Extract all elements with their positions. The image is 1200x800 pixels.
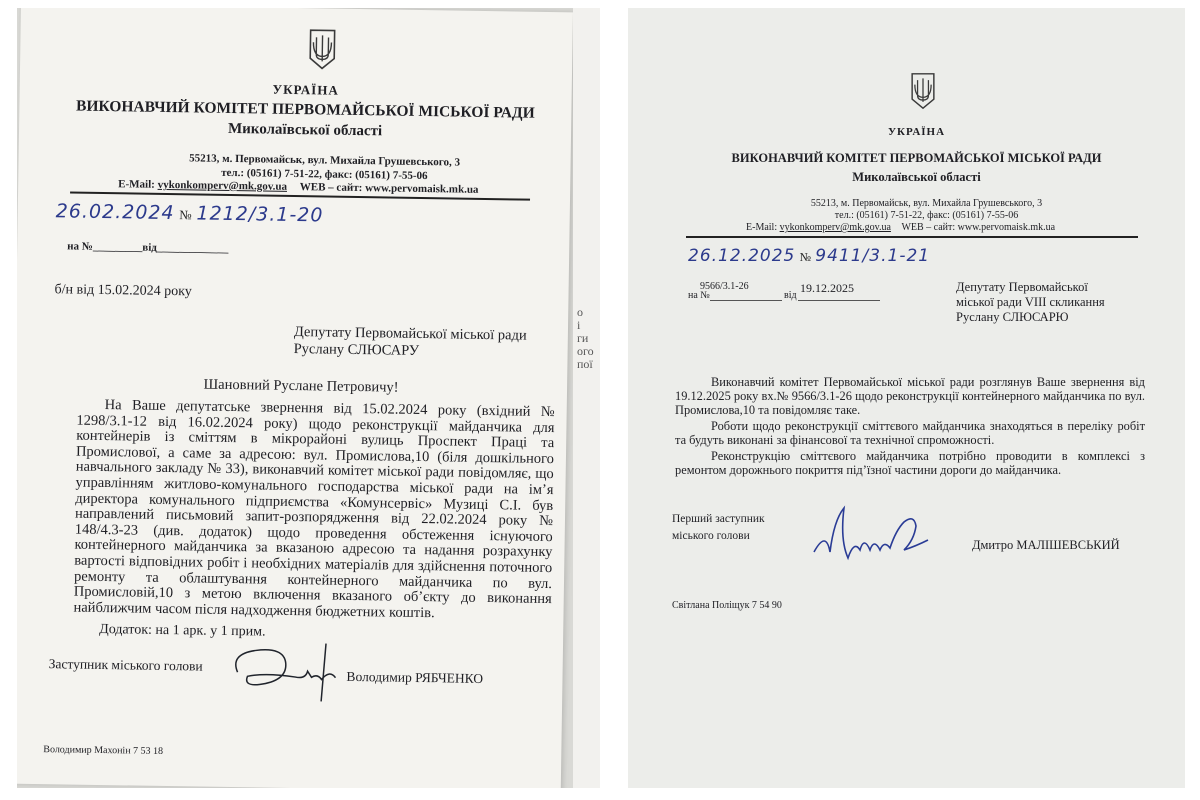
executor-contact: Світлана Поліщук 7 54 90 [672, 600, 782, 611]
trident-emblem-icon [307, 28, 338, 70]
right-letter-sheet [628, 8, 1185, 788]
signature-image [225, 632, 356, 704]
org-region: Миколаївської області [227, 120, 383, 140]
org-phones: тел.: (05161) 7-51-22, факс: (05161) 7-55-06 [221, 166, 428, 183]
country-heading: УКРАЇНА [887, 126, 946, 138]
org-address: 55213, м. Первомайськ, вул. Михайла Грушевського, 3 [810, 198, 1043, 209]
org-phones: тел.: (05161) 7-51-22, факс: (05161) 7-55-06 [834, 210, 1019, 221]
request-reference: б/н від 15.02.2024 року [54, 282, 192, 300]
outgoing-number: 1212/3.1-20 [196, 202, 324, 227]
left-letter-sheet [17, 8, 573, 788]
outgoing-number: 9411/3.1-21 [815, 246, 931, 266]
number-label: № [799, 250, 812, 264]
reply-to-number-line [710, 300, 782, 301]
email-link[interactable]: vykonkomperv@mk.gov.ua [779, 222, 891, 233]
letter-body: На Ваше депутатське звернення від 15.02.2024 року (вхідний № 1298/3.1-12 від 16.02.2024 року) щодо реконструкції майданчика для контейнерів із сміттям в мікрорайоні вулиць Проспект Праці та Промислової, а саме за адресою: вул. Промислова,10 (біля дошкільного навчального закладу № 33), виконавчий комітет міської ради повідомляє, що управлінням житлово-комунального господарства міської ради на ім’я директора комунального підприємства «Комунсервіс» Музиці С.І. був направлений письмовий запит-розпорядження від 22.02.2024 року № 148/4.3-23 (див. додаток) щодо проведення обстеження існуючого контейнерного майданчика за вказаною адресою та надання розрахунку вартості відповідних робіт і необхідних матеріалів для здійснення поточного ремонту та облаштування контейнерного майданчика по вул. Промисловій,10 з метою включення вказаного об’єкту до виконання найближчим часом після надходження бюджетних коштів. [73, 397, 555, 621]
letter-body-paragraph: Роботи щодо реконструкції сміттєвого майданчика знаходяться в переліку робіт та будуть виконані за фінансової та технічної спроможності. [675, 419, 1145, 448]
trident-emblem-icon [909, 72, 937, 110]
salutation: Шановний Руслане Петровичу! [203, 376, 399, 396]
reply-to-line: на №_________від_____________ [67, 240, 229, 255]
signer-title: Перший заступник [672, 513, 765, 525]
left-letter-photo [17, 8, 600, 788]
signature-image [804, 500, 934, 572]
org-name: ВИКОНАВЧИЙ КОМІТЕТ ПЕРВОМАЙСЬКОЇ МІСЬКОЇ РАДИ [75, 97, 535, 122]
org-region: Миколаївської області [852, 170, 981, 184]
addressee-council: міської ради VIII скликання [956, 295, 1105, 309]
outgoing-date: 26.02.2024 [55, 200, 175, 225]
email-link[interactable]: vykonkomperv@mk.gov.ua [157, 178, 288, 193]
edge-fragment: і [577, 318, 581, 332]
attachment-note: Додаток: на 1 арк. у 1 прим. [99, 621, 266, 640]
addressee-title: Депутату Первомайської [956, 280, 1088, 294]
addressee-name: Руслану СЛЮСАРУ [293, 340, 420, 359]
edge-fragment: о [577, 305, 583, 319]
executor-contact: Володимир Махонін 7 53 18 [43, 744, 164, 757]
reply-to-from-label: від [784, 290, 797, 301]
adjacent-page-edge [573, 8, 600, 788]
addressee-title: Депутату Первомайської міської ради [293, 323, 527, 344]
edge-fragment: ого [577, 344, 594, 358]
reply-to-number: 9566/3.1-26 [700, 281, 749, 292]
website-link[interactable]: WEB – сайт: www.pervomaisk.mk.ua [901, 222, 1056, 233]
outgoing-ref [688, 246, 930, 266]
reply-to-no-label: на № [688, 290, 710, 301]
edge-fragment: пої [577, 357, 593, 371]
org-address: 55213, м. Первомайськ, вул. Михайла Грушевського, 3 [189, 152, 461, 169]
signer-name: Володимир РЯБЧЕНКО [346, 668, 484, 687]
header-rule [686, 236, 1138, 238]
reply-to-date-line [798, 300, 880, 301]
signer-title-line2: міського голови [672, 530, 750, 542]
email-label: E-Mail: [118, 178, 155, 191]
country-heading: УКРАЇНА [272, 81, 339, 98]
reply-to-date: 19.12.2025 [800, 281, 854, 295]
letter-body-paragraph: Виконавчий комітет Первомайської міської ради розглянув Ваше звернення від 19.12.2025 року вх.№ 9566/3.1-26 щодо реконструкції контейнерного майданчика по вул. Промислова,10 та повідомляє таке. [675, 375, 1145, 418]
signer-title: Заступник міського голови [48, 656, 203, 674]
right-letter-photo [628, 8, 1185, 788]
number-label: № [179, 207, 192, 223]
org-contacts [746, 222, 1055, 233]
outgoing-ref [56, 200, 324, 227]
website-link[interactable]: WEB – сайт: www.pervomaisk.mk.ua [299, 181, 479, 196]
signer-name: Дмитро МАЛІШЕВСЬКИЙ [972, 538, 1120, 552]
letter-body-paragraph: Реконструкцію сміттєвого майданчика потрібно проводити в комплексі з ремонтом дорожнього покриття під’їзної частини дороги до майданчика. [675, 449, 1145, 478]
outgoing-date: 26.12.2025 [688, 246, 796, 266]
addressee-name: Руслану СЛЮСАРЮ [956, 310, 1069, 324]
edge-fragment: ги [577, 331, 589, 345]
email-label: E-Mail: [746, 222, 778, 233]
org-name: ВИКОНАВЧИЙ КОМІТЕТ ПЕРВОМАЙСЬКОЇ МІСЬКОЇ РАДИ [731, 151, 1102, 165]
